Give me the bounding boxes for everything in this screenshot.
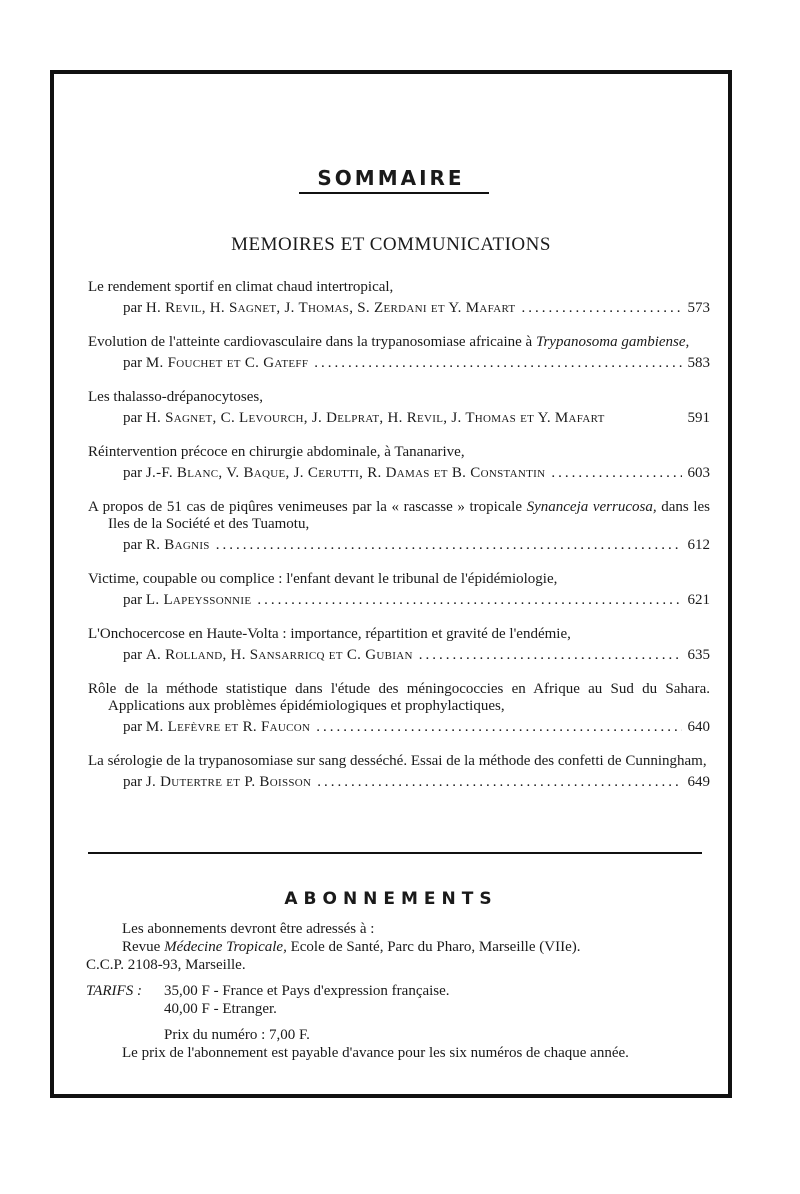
entry-page: 583 [687, 355, 710, 371]
abonnements-note: Le prix de l'abonnement est payable d'avance pour les six numéros de chaque année. [122, 1045, 629, 1061]
entry-title: Réintervention précoce en chirurgie abdominale, à Tananarive, [88, 444, 465, 460]
abonnements-address: Revue Médecine Tropicale, Ecole de Santé, Parc du Pharo, Marseille (VIIe). [122, 939, 581, 955]
entry-page: 603 [687, 465, 710, 481]
entry-authors-row [88, 465, 710, 482]
abonnements-block [86, 920, 702, 1062]
entry-authors-row [88, 592, 710, 609]
entry-authors: par L. Lapeyssonnie [123, 592, 252, 608]
entry-authors-row [88, 300, 710, 317]
prix-numero: Prix du numéro : 7,00 F. [164, 1027, 310, 1043]
entry-page: 612 [687, 537, 710, 553]
section-title: MEMOIRES ET COMMUNICATIONS [231, 234, 551, 255]
tarif-france: 35,00 F - France et Pays d'expression française. [164, 983, 450, 999]
tarifs-block [86, 982, 702, 1044]
entry-page: 640 [687, 719, 710, 735]
sommaire-underline [299, 192, 489, 194]
entry-authors: par H. Sagnet, C. Levourch, J. Delprat, H. Revil, J. Thomas et Y. Mafart [123, 410, 605, 426]
leader-dots [216, 537, 682, 554]
entry-authors-row [88, 355, 710, 372]
entry-page: 573 [687, 300, 710, 316]
entry-authors: par J. Dutertre et P. Boisson [123, 774, 312, 790]
entry-title: Evolution de l'atteinte cardiovasculaire dans la trypanosomiase africaine à Trypanosoma gambiense, [88, 334, 690, 350]
tarifs-label: TARIFS : [86, 983, 142, 999]
section-divider [88, 852, 702, 854]
leader-dots [521, 300, 681, 317]
entry-page: 621 [687, 592, 710, 608]
toc-entry [88, 753, 710, 791]
leader-dots [314, 355, 681, 372]
toc-entry [88, 681, 710, 736]
entry-title: L'Onchocercose en Haute-Volta : importance, répartition et gravité de l'endémie, [88, 626, 571, 642]
toc-entry [88, 571, 710, 609]
entry-title: La sérologie de la trypanosomiase sur sang desséché. Essai de la méthode des confetti de Cunningham, [88, 753, 707, 769]
entry-authors: par A. Rolland, H. Sansarricq et C. Gubian [123, 647, 413, 663]
toc-entry [88, 334, 710, 372]
toc-entry [88, 389, 710, 427]
entry-authors: par M. Lefèvre et R. Faucon [123, 719, 311, 735]
leader-dots [317, 774, 681, 791]
entry-authors-row [88, 537, 710, 554]
abonnements-intro: Les abonnements devront être adressés à : [122, 921, 375, 937]
entry-authors: par M. Fouchet et C. Gateff [123, 355, 309, 371]
tarif-row [86, 982, 702, 1000]
entry-title: Rôle de la méthode statistique dans l'étude des méningococcies en Afrique au Sud du Sahara. Applications aux problèmes épidémiologiques et prophylactiques, [88, 681, 710, 714]
leader-dots [257, 592, 681, 609]
leader-dots [316, 719, 681, 736]
entry-authors-row [88, 647, 710, 664]
entry-title: Les thalasso-drépanocytoses, [88, 389, 263, 405]
entry-authors-row [88, 774, 710, 791]
sommaire-heading: SOMMAIRE [317, 166, 465, 190]
entry-authors-row [88, 410, 710, 427]
entry-authors: par H. Revil, H. Sagnet, J. Thomas, S. Zerdani et Y. Mafart [123, 300, 516, 316]
table-of-contents [88, 279, 710, 808]
entry-authors: par J.-F. Blanc, V. Baque, J. Cerutti, R. Damas et B. Constantin [123, 465, 546, 481]
leader-dots [419, 647, 682, 664]
leader-dots [551, 465, 681, 482]
toc-entry [88, 626, 710, 664]
page-frame [50, 70, 732, 1098]
tarif-etranger: 40,00 F - Etranger. [164, 1001, 277, 1017]
abonnements-ccp: C.C.P. 2108-93, Marseille. [86, 957, 246, 973]
entry-title: Le rendement sportif en climat chaud intertropical, [88, 279, 394, 295]
entry-title: A propos de 51 cas de piqûres venimeuses par la « rascasse » tropicale Synanceja verrucosa, dans les Iles de la Société et des Tuamotu, [88, 499, 711, 532]
entry-title: Victime, coupable ou complice : l'enfant devant le tribunal de l'épidémiologie, [88, 571, 558, 587]
toc-entry [88, 279, 710, 317]
toc-entry [88, 444, 710, 482]
abonnements-heading: ABONNEMENTS [284, 889, 498, 909]
entry-page: 649 [687, 774, 710, 790]
entry-page: 635 [687, 647, 710, 663]
entry-authors-row [88, 719, 710, 736]
entry-authors: par R. Bagnis [123, 537, 210, 553]
toc-entry [88, 499, 710, 554]
entry-page: 591 [687, 410, 710, 426]
